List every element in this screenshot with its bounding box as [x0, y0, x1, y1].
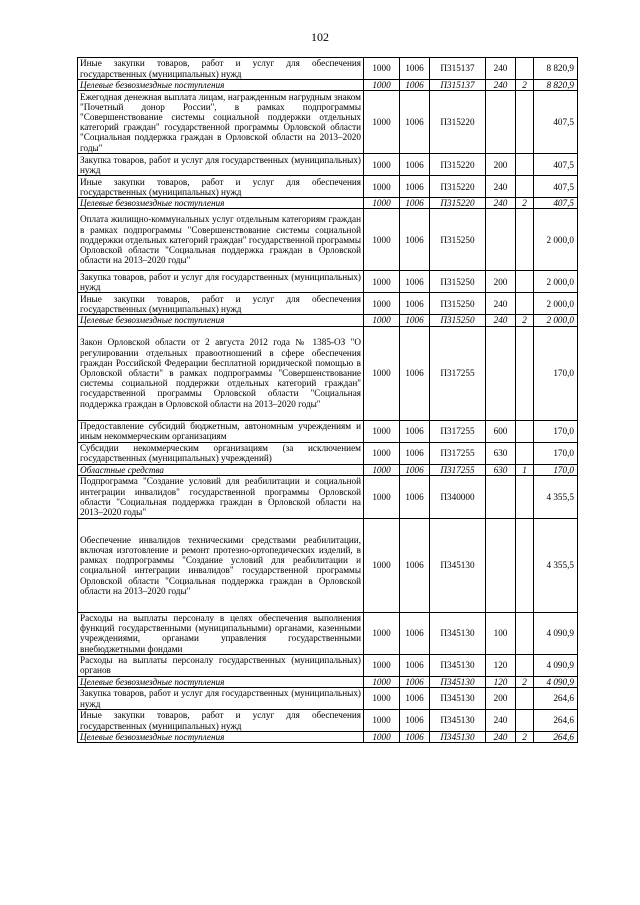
subsection-code: 1006 — [400, 271, 430, 293]
row-description: Ежегодная денежная выплата лицам, награжденным нагрудным знаком "Почетный донор России", в рамках подпрограммы "Совершенствование системы социальной поддержки отдельных категорий граждан" государственной программы Орловской области "Социальная поддержка граждан в Орловской области на 2013–2020 годы" — [78, 91, 364, 154]
section-code: 1000 — [364, 209, 400, 271]
section-code: 1000 — [364, 442, 400, 464]
target-article-code: П315220 — [430, 198, 486, 209]
amount: 264,6 — [534, 688, 578, 710]
source-code: 2 — [516, 80, 534, 91]
row-description: Целевые безвозмездные поступления — [78, 315, 364, 326]
target-article-code: П315137 — [430, 80, 486, 91]
target-article-code: П315220 — [430, 154, 486, 176]
table-row — [78, 475, 578, 518]
subsection-code: 1006 — [400, 198, 430, 209]
section-code: 1000 — [364, 464, 400, 475]
subsection-code: 1006 — [400, 442, 430, 464]
section-code: 1000 — [364, 91, 400, 154]
budget-table-body — [78, 58, 578, 743]
expense-type-code: 240 — [486, 710, 516, 732]
row-description: Закупка товаров, работ и услуг для государственных (муниципальных) нужд — [78, 688, 364, 710]
amount: 2 000,0 — [534, 271, 578, 293]
section-code: 1000 — [364, 420, 400, 442]
amount: 407,5 — [534, 154, 578, 176]
source-code — [516, 326, 534, 420]
expense-type-code: 630 — [486, 464, 516, 475]
row-description: Иные закупки товаров, работ и услуг для обеспечения государственных (муниципальных) нужд — [78, 710, 364, 732]
expense-type-code: 240 — [486, 198, 516, 209]
source-code — [516, 209, 534, 271]
subsection-code: 1006 — [400, 710, 430, 732]
table-row — [78, 91, 578, 154]
source-row — [78, 315, 578, 326]
section-code: 1000 — [364, 654, 400, 676]
row-description: Иные закупки товаров, работ и услуг для обеспечения государственных (муниципальных) нужд — [78, 176, 364, 198]
target-article-code: П315220 — [430, 176, 486, 198]
target-article-code: П345130 — [430, 676, 486, 687]
source-code — [516, 293, 534, 315]
amount: 407,5 — [534, 198, 578, 209]
target-article-code: П315220 — [430, 91, 486, 154]
source-code — [516, 688, 534, 710]
section-code: 1000 — [364, 710, 400, 732]
table-row — [78, 654, 578, 676]
row-description: Расходы на выплаты персоналу в целях обеспечения выполнения функций государственными (муниципальными) органами, казенными учреждениями, органами управления государственными внебюджетными фондами — [78, 612, 364, 654]
section-code: 1000 — [364, 612, 400, 654]
expense-type-code — [486, 209, 516, 271]
expense-type-code — [486, 91, 516, 154]
subsection-code: 1006 — [400, 91, 430, 154]
table-row — [78, 518, 578, 612]
section-code: 1000 — [364, 176, 400, 198]
source-code — [516, 154, 534, 176]
subsection-code: 1006 — [400, 676, 430, 687]
table-row — [78, 442, 578, 464]
amount: 2 000,0 — [534, 315, 578, 326]
target-article-code: П315250 — [430, 271, 486, 293]
source-code — [516, 176, 534, 198]
row-description: Субсидии некоммерческим организациям (за исключением государственных (муниципальных) учреждений) — [78, 442, 364, 464]
section-code: 1000 — [364, 326, 400, 420]
expense-type-code: 240 — [486, 293, 516, 315]
expense-type-code: 240 — [486, 58, 516, 80]
table-row — [78, 326, 578, 420]
amount: 264,6 — [534, 732, 578, 743]
section-code: 1000 — [364, 58, 400, 80]
amount: 170,0 — [534, 420, 578, 442]
source-code: 1 — [516, 464, 534, 475]
section-code: 1000 — [364, 315, 400, 326]
subsection-code: 1006 — [400, 475, 430, 518]
expense-type-code: 600 — [486, 420, 516, 442]
source-code — [516, 420, 534, 442]
target-article-code: П315250 — [430, 293, 486, 315]
subsection-code: 1006 — [400, 654, 430, 676]
target-article-code: П317255 — [430, 326, 486, 420]
target-article-code: П315250 — [430, 315, 486, 326]
subsection-code: 1006 — [400, 688, 430, 710]
target-article-code: П315250 — [430, 209, 486, 271]
table-row — [78, 209, 578, 271]
table-row — [78, 271, 578, 293]
budget-table — [77, 57, 578, 743]
row-description: Иные закупки товаров, работ и услуг для обеспечения государственных (муниципальных) нужд — [78, 58, 364, 80]
subsection-code: 1006 — [400, 58, 430, 80]
section-code: 1000 — [364, 154, 400, 176]
source-code — [516, 442, 534, 464]
amount: 8 820,9 — [534, 80, 578, 91]
section-code: 1000 — [364, 518, 400, 612]
subsection-code: 1006 — [400, 612, 430, 654]
amount: 8 820,9 — [534, 58, 578, 80]
target-article-code: П345130 — [430, 732, 486, 743]
amount: 4 090,9 — [534, 612, 578, 654]
expense-type-code — [486, 475, 516, 518]
amount: 4 355,5 — [534, 475, 578, 518]
row-description: Закон Орловской области от 2 августа 2012 года № 1385-ОЗ "О регулировании отдельных правоотношений в сфере обеспечения граждан Российской Федерации бесплатной юридической помощью в Орловской области" в рамках подпрограммы "Совершенствование системы социальной поддержки отдельных категорий граждан" государственной программы Орловской области "Социальная поддержка граждан в Орловской области на 2013–2020 годы" — [78, 326, 364, 420]
target-article-code: П317255 — [430, 442, 486, 464]
source-row — [78, 676, 578, 687]
subsection-code: 1006 — [400, 518, 430, 612]
row-description: Подпрограмма "Создание условий для реабилитации и социальной интеграции инвалидов" государственной программы Орловской области "Социальная поддержка граждан в Орловской области на 2013–2020 годы" — [78, 475, 364, 518]
amount: 170,0 — [534, 464, 578, 475]
amount: 4 355,5 — [534, 518, 578, 612]
subsection-code: 1006 — [400, 732, 430, 743]
expense-type-code: 100 — [486, 612, 516, 654]
source-code — [516, 654, 534, 676]
section-code: 1000 — [364, 80, 400, 91]
table-row — [78, 420, 578, 442]
source-code — [516, 612, 534, 654]
target-article-code: П317255 — [430, 420, 486, 442]
expense-type-code: 200 — [486, 271, 516, 293]
page-number: 102 — [311, 30, 329, 44]
table-row — [78, 688, 578, 710]
expense-type-code: 120 — [486, 676, 516, 687]
source-code — [516, 475, 534, 518]
target-article-code: П317255 — [430, 464, 486, 475]
subsection-code: 1006 — [400, 154, 430, 176]
amount: 4 090,9 — [534, 654, 578, 676]
expense-type-code: 200 — [486, 688, 516, 710]
expense-type-code: 630 — [486, 442, 516, 464]
source-code — [516, 710, 534, 732]
section-code: 1000 — [364, 271, 400, 293]
source-code — [516, 58, 534, 80]
source-row — [78, 732, 578, 743]
subsection-code: 1006 — [400, 464, 430, 475]
section-code: 1000 — [364, 198, 400, 209]
expense-type-code — [486, 326, 516, 420]
section-code: 1000 — [364, 688, 400, 710]
table-row — [78, 710, 578, 732]
target-article-code: П345130 — [430, 710, 486, 732]
row-description: Закупка товаров, работ и услуг для государственных (муниципальных) нужд — [78, 154, 364, 176]
source-code: 2 — [516, 198, 534, 209]
row-description: Закупка товаров, работ и услуг для государственных (муниципальных) нужд — [78, 271, 364, 293]
row-description: Предоставление субсидий бюджетным, автономным учреждениям и иным некоммерческим организациям — [78, 420, 364, 442]
target-article-code: П345130 — [430, 688, 486, 710]
subsection-code: 1006 — [400, 420, 430, 442]
section-code: 1000 — [364, 293, 400, 315]
row-description: Целевые безвозмездные поступления — [78, 198, 364, 209]
source-row — [78, 464, 578, 475]
amount: 407,5 — [534, 176, 578, 198]
amount: 170,0 — [534, 442, 578, 464]
target-article-code: П345130 — [430, 518, 486, 612]
source-code: 2 — [516, 732, 534, 743]
expense-type-code: 200 — [486, 154, 516, 176]
row-description: Целевые безвозмездные поступления — [78, 676, 364, 687]
amount: 170,0 — [534, 326, 578, 420]
subsection-code: 1006 — [400, 326, 430, 420]
subsection-code: 1006 — [400, 176, 430, 198]
amount: 407,5 — [534, 91, 578, 154]
table-row — [78, 154, 578, 176]
section-code: 1000 — [364, 676, 400, 687]
expense-type-code: 240 — [486, 315, 516, 326]
expense-type-code: 240 — [486, 176, 516, 198]
table-row — [78, 612, 578, 654]
expense-type-code: 120 — [486, 654, 516, 676]
section-code: 1000 — [364, 475, 400, 518]
subsection-code: 1006 — [400, 315, 430, 326]
target-article-code: П340000 — [430, 475, 486, 518]
row-description: Оплата жилищно-коммунальных услуг отдельным категориям граждан в рамках подпрограммы "Совершенствование системы социальной поддержки отдельных категорий граждан" государственной программы Орловской области "Социальная поддержка граждан в Орловской области на 2013–2020 годы" — [78, 209, 364, 271]
target-article-code: П315137 — [430, 58, 486, 80]
source-code — [516, 91, 534, 154]
target-article-code: П345130 — [430, 654, 486, 676]
expense-type-code: 240 — [486, 80, 516, 91]
subsection-code: 1006 — [400, 80, 430, 91]
table-row — [78, 176, 578, 198]
row-description: Расходы на выплаты персоналу государственных (муниципальных) органов — [78, 654, 364, 676]
amount: 2 000,0 — [534, 209, 578, 271]
row-description: Обеспечение инвалидов техническими средствами реабилитации, включая изготовление и ремонт протезно-ортопедических изделий, в рамках подпрограммы "Создание условий для реабилитации и социальной интеграции инвалидов" государственной программы Орловской области "Социальная поддержка граждан в Орловской области на 2013–2020 годы" — [78, 518, 364, 612]
source-code: 2 — [516, 676, 534, 687]
subsection-code: 1006 — [400, 293, 430, 315]
target-article-code: П345130 — [430, 612, 486, 654]
subsection-code: 1006 — [400, 209, 430, 271]
source-code: 2 — [516, 315, 534, 326]
amount: 4 090,9 — [534, 676, 578, 687]
row-description: Областные средства — [78, 464, 364, 475]
source-code — [516, 271, 534, 293]
section-code: 1000 — [364, 732, 400, 743]
row-description: Иные закупки товаров, работ и услуг для обеспечения государственных (муниципальных) нужд — [78, 293, 364, 315]
table-row — [78, 293, 578, 315]
row-description: Целевые безвозмездные поступления — [78, 732, 364, 743]
source-code — [516, 518, 534, 612]
table-row — [78, 58, 578, 80]
amount: 2 000,0 — [534, 293, 578, 315]
expense-type-code: 240 — [486, 732, 516, 743]
source-row — [78, 80, 578, 91]
source-row — [78, 198, 578, 209]
row-description: Целевые безвозмездные поступления — [78, 80, 364, 91]
expense-type-code — [486, 518, 516, 612]
amount: 264,6 — [534, 710, 578, 732]
